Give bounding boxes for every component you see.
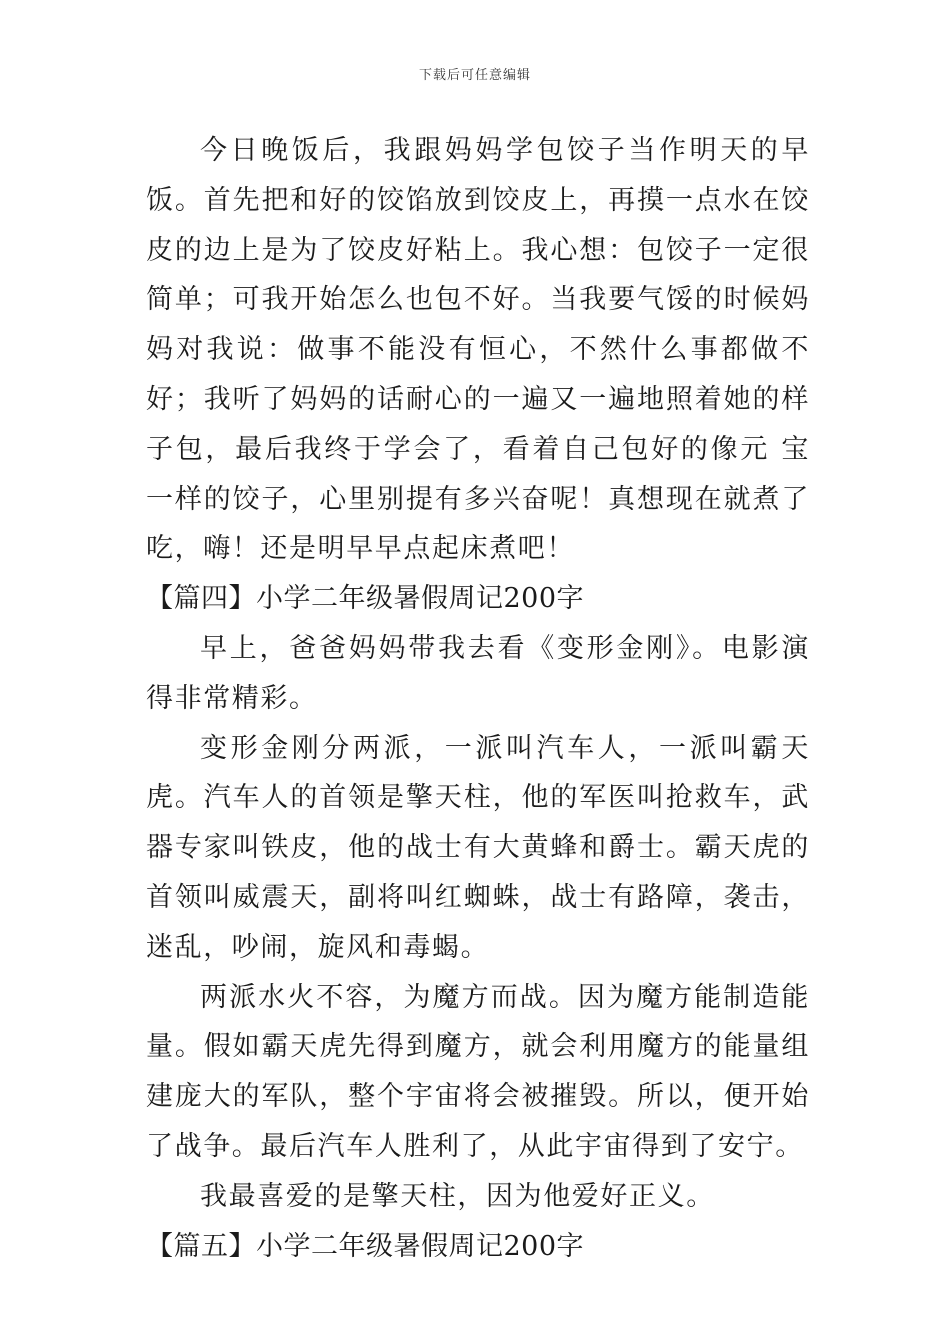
document-body [146,126,810,1271]
paragraph-favorite-character: 我最喜爱的是擎天柱，因为他爱好正义。 [200,1180,715,1212]
paragraph-dumplings: 今日晚饭后，我跟妈妈学包饺子当作明天的早饭。首先把和好的饺馅放到饺皮上，再摸一点水在饺皮的边上是为了饺皮好粘上。我心想：包饺子一定很简单；可我开始怎么也包不好。当我要气馁的时候妈妈对我说：做事不能没有恒心，不然什么事都做不好；我听了妈妈的话耐心的一遍又一遍地照着她的样子包，最后我终于学会了，看着自己包好的像元 宝一样的饺子，心里别提有多兴奋呢！真想现在就煮了吃，嗨！还是明早早点起床煮吧！ [146,135,810,565]
page-header: 下载后可任意编辑 [418,68,531,83]
section-heading-part-five: 【篇五】小学二年级暑假周记200字 [146,1230,585,1262]
paragraph-transformers-factions: 变形金刚分两派，一派叫汽车人，一派叫霸天虎。汽车人的首领是擎天柱，他的军医叫抢救车，武器专家叫铁皮，他的战士有大黄蜂和爵士。霸天虎的首领叫威震天，副将叫红蜘蛛，战士有路障，袭击，迷乱，吵闹，旋风和毒蝎。 [146,732,810,963]
section-heading-part-four: 【篇四】小学二年级暑假周记200字 [146,583,585,615]
paragraph-allspark-war: 两派水火不容，为魔方而战。因为魔方能制造能量。假如霸天虎先得到魔方，就会利用魔方的能量组建庞大的军队，整个宇宙将会被摧毁。所以，便开始了战争。最后汽车人胜利了，从此宇宙得到了安宁。 [146,981,810,1162]
paragraph-movie-intro: 早上，爸爸妈妈带我去看《变形金刚》。电影演得非常精彩。 [146,632,810,714]
